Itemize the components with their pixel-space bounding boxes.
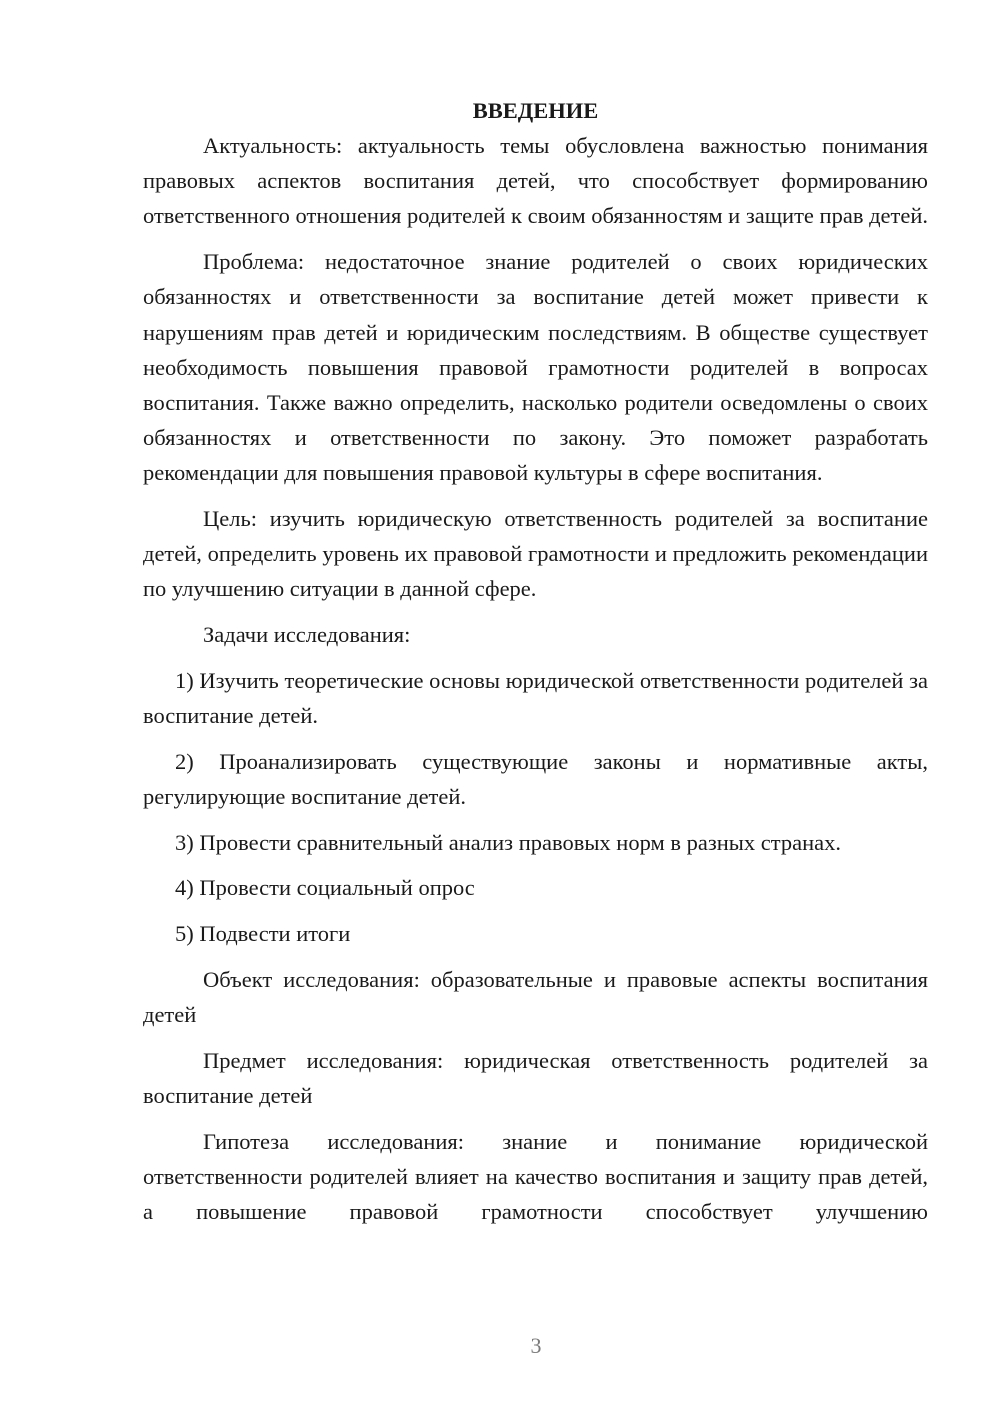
task-item-5: 5) Подвести итоги [175, 921, 351, 947]
object-paragraph: Объект исследования: образовательные и правовые аспекты воспитания детей [143, 966, 928, 1027]
tasks-heading: Задачи исследования: [203, 622, 411, 648]
task-item-1: 1) Изучить теоретические основы юридической ответственности родителей за воспитание детей. [143, 667, 928, 729]
hypothesis-paragraph: Гипотеза исследования: знание и понимание юридической ответственности родителей влияет на качество воспитания и защиту прав детей, а повышение правовой грамотности способствует улучшению [143, 1128, 928, 1224]
section-title: ВВЕДЕНИЕ [472, 98, 599, 123]
subject-paragraph: Предмет исследования: юридическая ответственность родителей за воспитание детей [143, 1047, 928, 1108]
page-number: 3 [530, 1333, 542, 1358]
relevance-paragraph: Актуальность: актуальность темы обусловлена важностью понимания правовых аспектов воспитания детей, что способствует формированию ответственного отношения родителей к своим обязанностям и защите прав детей. [143, 133, 928, 229]
task-item-4: 4) Провести социальный опрос [175, 875, 475, 901]
goal-paragraph: Цель: изучить юридическую ответственность родителей за воспитание детей, определить уровень их правовой грамотности и предложить рекомендации по улучшению ситуации в данной сфере. [143, 506, 928, 602]
problem-paragraph: Проблема: недостаточное знание родителей о своих юридических обязанностях и ответственности за воспитание детей может привести к нарушениям прав детей и юридическим последствиям. В обществе существует необходимость повышения правовой грамотности родителей в вопросах воспитания. Также важно определить, насколько родители осведомлены о своих обязанностях и ответственности по закону. Это поможет разработать рекомендации для повышения правовой культуры в сфере воспитания. [143, 249, 928, 486]
task-item-3: 3) Провести сравнительный анализ правовых норм в разных странах. [175, 829, 842, 855]
task-item-2: 2) Проанализировать существующие законы и нормативные акты, регулирующие воспитание детей. [143, 748, 928, 809]
page-content [143, 93, 928, 1240]
